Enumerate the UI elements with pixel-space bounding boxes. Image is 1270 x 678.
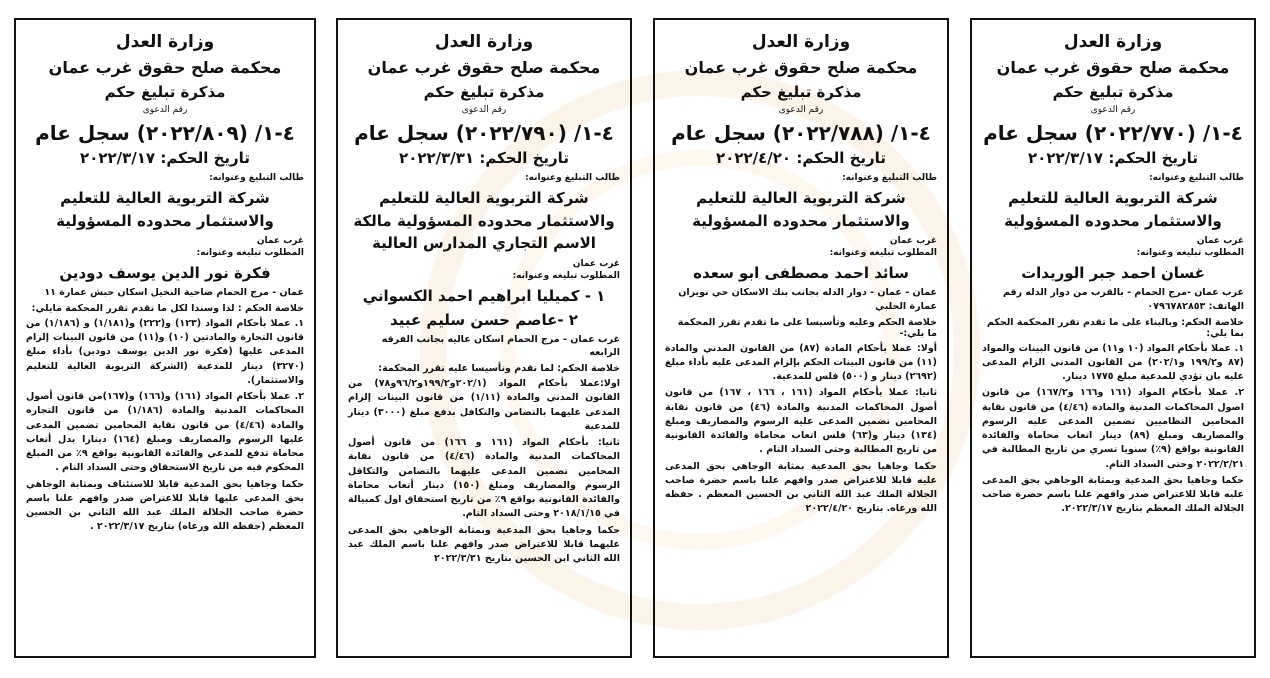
defendant-address: عمان - عمان - دوار الدله بجانب بنك الاسكان حي نويران عمارة الحلبي bbox=[678, 287, 937, 312]
notice-card bbox=[336, 18, 632, 658]
summary-heading: خلاصة الحكم: لما تقدم وتأسيسا عليه تقرر المحكمة: bbox=[378, 363, 620, 375]
defendant-label: المطلوب تبليغه وعنوانه: bbox=[196, 248, 304, 258]
verdict-body bbox=[348, 377, 620, 566]
court-heading: محكمة صلح حقوق غرب عمان bbox=[996, 58, 1230, 77]
verdict-paragraph: ١. عملا بأحكام المواد (١٢٣) و(٢٢٢) و(١/١٨١) و (١/١٨٦) من قانون التجارة والمادتين (١٠) و(١١) من قانون البينات إلزام المدعى عليها (فكرة نور الدين يوسف دودين) بأداء مبلغ (٣٢٧٠) دينار للمدعية (الشركة التربوية العالية للتعليم والاستثمار). bbox=[26, 317, 304, 386]
defendant-address: غرب عمان - مرج الحمام اسكان عاليه بجانب الفرقه الرابعه bbox=[381, 333, 620, 359]
verdict-paragraph: ٢. عملا بأحكام المواد (١٦١ و١٦٦ و١٦٧/٢) من قانون اصول المحاكمات المدنية والمادة (٤/٤٦) من قانون نقابة المحامين النظاميين تضمين المدعى عليه الرسوم والمصاريف ومبلغ (٨٩) دينار اتعاب محاماة والفائدة القانونية بواقع (٩٪) سنويا تسري من تاريخ المطالبة في ٢٠٢٢/٢/٢١ وحتى السداد التام. bbox=[982, 387, 1244, 470]
case-label: رقم الدعوى bbox=[778, 105, 824, 115]
plaintiff-name: شركة التربوية العالية للتعليم والاستثمار محدوده المسؤولية مالكة الاسم التجاري المدارس العالية bbox=[353, 189, 615, 252]
summoner-label: طالب التبليغ وعنوانه: bbox=[842, 173, 937, 183]
case-number: ٤-١/ (٢٠٢٢/٨٠٩) سجل عام bbox=[35, 121, 295, 145]
defendant-address: غرب عمان -مرج الحمام - بالقرب من دوار الدله رقم الهاتف: ٠٧٩٦٧٨٢٨٥٣ bbox=[1002, 287, 1244, 312]
verdict-date: تاريخ الحكم: ٢٠٢٢/٣/١٧ bbox=[80, 149, 250, 167]
verdict-paragraph: حكما وجاهيا بحق المدعية وبمثابة الوجاهي بحق المدعى عليه قابلا للاعتراض صدر وافهم علنا باسم حضرة صاحب الجلالة الملك المعظم بتاريخ ٢٠٢٢/٣/١٧. bbox=[982, 474, 1244, 515]
verdict-paragraph: حكما وجاهيا بحق المدعية وبمثابة الوجاهي بحق المدعى عليهما قابلا للاعتراض صدر وافهم علنا باسم الملك عبد الله الثاني ابن الحسين بتاريخ ٢٠٢٢/٣/٣١ bbox=[348, 524, 620, 565]
case-label: رقم الدعوى bbox=[461, 105, 507, 115]
verdict-body bbox=[665, 342, 937, 517]
defendant-name: غسان احمد جبر الوريدات bbox=[1021, 264, 1205, 282]
notice-card bbox=[653, 18, 949, 658]
case-label: رقم الدعوى bbox=[142, 105, 188, 115]
notice-title: مذكرة تبليغ حكم bbox=[423, 83, 545, 101]
verdict-paragraph: ثانيا: عملا بأحكام المواد (١٦١ ، ١٦٦ ، ١٦٧) من قانون أصول المحاكمات المدنية والمادة (٤٦) من قانون نقابة المحامين تضمين المدعى عليه الرسوم والمصاريف ومبلغ (١٣٤) دينار و(٦٣) فلس اتعاب محاماة والفائدة القانونية من تاريخ المطالبة وحتى السداد التام . bbox=[665, 387, 938, 456]
defendant-name: ١ - كميليا ابراهيم احمد الكسواني bbox=[362, 286, 606, 305]
defendant-label: المطلوب تبليغه وعنوانه: bbox=[512, 270, 620, 281]
defendant-name: سائد احمد مصطفى ابو سعده bbox=[693, 264, 909, 282]
summoner-label: طالب التبليغ وعنوانه: bbox=[1149, 173, 1244, 183]
notice-card bbox=[970, 18, 1256, 658]
case-label: رقم الدعوى bbox=[1090, 105, 1136, 115]
plaintiff-location: غرب عمان bbox=[572, 258, 620, 269]
plaintiff-name: شركة التربوية العالية للتعليم والاستثمار محدوده المسؤولية bbox=[1004, 189, 1222, 230]
summary-heading: خلاصة الحكم وعليه وتأسيسا على ما تقدم تقرر المحكمة ما يلي:- bbox=[677, 316, 937, 339]
plaintiff-name: شركة التربوية العالية للتعليم والاستثمار محدوده المسؤولية bbox=[692, 189, 910, 230]
defendant-label: المطلوب تبليغه وعنوانه: bbox=[829, 248, 937, 258]
plaintiff-location: غرب عمان bbox=[256, 236, 304, 246]
defendant-label: المطلوب تبليغه وعنوانه: bbox=[1136, 248, 1244, 258]
verdict-date: تاريخ الحكم: ٢٠٢٢/٣/١٧ bbox=[1028, 149, 1198, 167]
ministry-heading: وزارة العدل bbox=[751, 32, 851, 52]
court-heading: محكمة صلح حقوق غرب عمان bbox=[48, 58, 282, 77]
verdict-paragraph: ٢. عملا بأحكام المواد (١٦١) و(١٦٦) و(١٦٧)من قانون أصول المحاكمات المدنية والمادة (١/١٨٦) من قانون التجاره والمادة (٤/٤٦) من قانون نقابة المحامين تضمين المدعى عليها الرسوم والمصاريف ومبلغ (١٦٤) دينارا بدل أتعاب محاماة تدفع للمدعي والفائدة القانونية بواقع ٩٪ من المبلغ المحكوم فيه من تاريخ الاستحقاق وحتى السداد التام . bbox=[26, 391, 304, 474]
defendant-name: فكرة نور الدين يوسف دودين bbox=[59, 264, 271, 282]
ministry-heading: وزارة العدل bbox=[434, 32, 534, 52]
verdict-body bbox=[982, 342, 1244, 517]
notice-title: مذكرة تبليغ حكم bbox=[104, 83, 226, 101]
verdict-paragraph: ١. عملا بأحكام المواد (١٠ و١١) من قانون البينات والمواد (٨٧ و١٩٩/٢ و٢٠٢/١) من القانون المدني الزام المدعى عليه بان تؤدي للمدعية مبلغ ١٧٧٥ دينار. bbox=[982, 342, 1245, 383]
case-number: ٤-١/ (٢٠٢٢/٧٨٨) سجل عام bbox=[671, 121, 931, 145]
case-number: ٤-١/ (٢٠٢٢/٧٩٠) سجل عام bbox=[354, 121, 614, 145]
defendant-name: ٢ -عاصم حسن سليم عبيد bbox=[390, 310, 578, 329]
notice-card bbox=[14, 18, 316, 658]
plaintiff-name: شركة التربوية العالية للتعليم والاستثمار محدوده المسؤولية bbox=[56, 189, 274, 230]
plaintiff-location: غرب عمان bbox=[1196, 236, 1244, 246]
summary-heading: خلاصة الحكم : لذا وسندا لكل ما تقدم تقرر المحكمة مايلي: bbox=[31, 302, 304, 314]
plaintiff-location: غرب عمان bbox=[889, 236, 937, 246]
court-heading: محكمة صلح حقوق غرب عمان bbox=[684, 58, 918, 77]
verdict-paragraph: حكما وجاهيا بحق المدعية قابلا للاستئناف وبمثابة الوجاهي بحق المدعى عليها قابلا للاعتراض صدر وافهم علنا باسم حضرة صاحب الجلالة الملك عبد الله الثاني بن الحسين المعظم (حفظه الله ورعاه) بتاريخ ٢٠٢٢/٣/١٧ . bbox=[26, 478, 304, 533]
verdict-paragraph: أولا: عملا بأحكام المادة (٨٧) من القانون المدني والمادة (١١) من قانون البينات الحكم بإلزام المدعى عليه بأداء مبلغ (٢٦٩٢) دينار و (٥٠٠) فلس للمدعية. bbox=[665, 342, 937, 383]
verdict-paragraph: اولا:عملا بأحكام المواد (٢٠٢/١و١٩٩/٢و٩٦/٢و٧٨) من القانون المدني والمادة (١/١١) من قانون البينات إلزام المدعى عليهما بالتضامن والتكافل بدفع مبلغ (٣٠٠٠) دينار للمدعية bbox=[348, 378, 620, 432]
defendant-address: عمان - مرج الحمام ضاحية النخيل اسكان حبش عمارة ١١ bbox=[44, 287, 304, 298]
court-heading: محكمة صلح حقوق غرب عمان bbox=[367, 58, 601, 77]
verdict-date: تاريخ الحكم: ٢٠٢٢/٤/٢٠ bbox=[716, 149, 886, 167]
notice-title: مذكرة تبليغ حكم bbox=[1052, 83, 1174, 101]
ministry-heading: وزارة العدل bbox=[1063, 32, 1163, 52]
notice-title: مذكرة تبليغ حكم bbox=[740, 83, 862, 101]
summary-heading: خلاصة الحكم: وبالبناء على ما تقدم تقرر المحكمة الحكم بما يلي: bbox=[986, 316, 1244, 339]
case-number: ٤-١/ (٢٠٢٢/٧٧٠) سجل عام bbox=[983, 121, 1243, 145]
verdict-paragraph: ثانيا: بأحكام المواد (١٦١ و ١٦٦) من قانون أصول المحاكمات المدنية والمادة (٤/٤٦) من قانون نقابة المحامين تضمين المدعى عليهما بالتضامن والتكافل الرسوم والمصاريف ومبلغ (١٥٠) دينار أتعاب محاماة والفائدة القانونية بواقع ٩٪ من تاريخ استحقاق اول كمبيالة في ٢٠١٨/١/١٥ وحتى السداد التام. bbox=[348, 437, 620, 520]
verdict-paragraph: حكما وجاهيا بحق المدعية بمثابة الوجاهي بحق المدعى عليه قابلا للاعتراض صدر وافهم علنا باسم حضرة صاحب الجلالة الملك عبد الله الثاني بن الحسين المعظم . حفظه الله ورعاه. بتاريخ ٢٠٢٢/٤/٢٠ bbox=[665, 460, 937, 515]
verdict-body bbox=[26, 317, 304, 535]
verdict-date: تاريخ الحكم: ٢٠٢٢/٣/٣١ bbox=[399, 149, 569, 167]
summoner-label: طالب التبليغ وعنوانه: bbox=[209, 173, 304, 183]
ministry-heading: وزارة العدل bbox=[115, 32, 215, 52]
summoner-label: طالب التبليغ وعنوانه: bbox=[525, 173, 620, 183]
